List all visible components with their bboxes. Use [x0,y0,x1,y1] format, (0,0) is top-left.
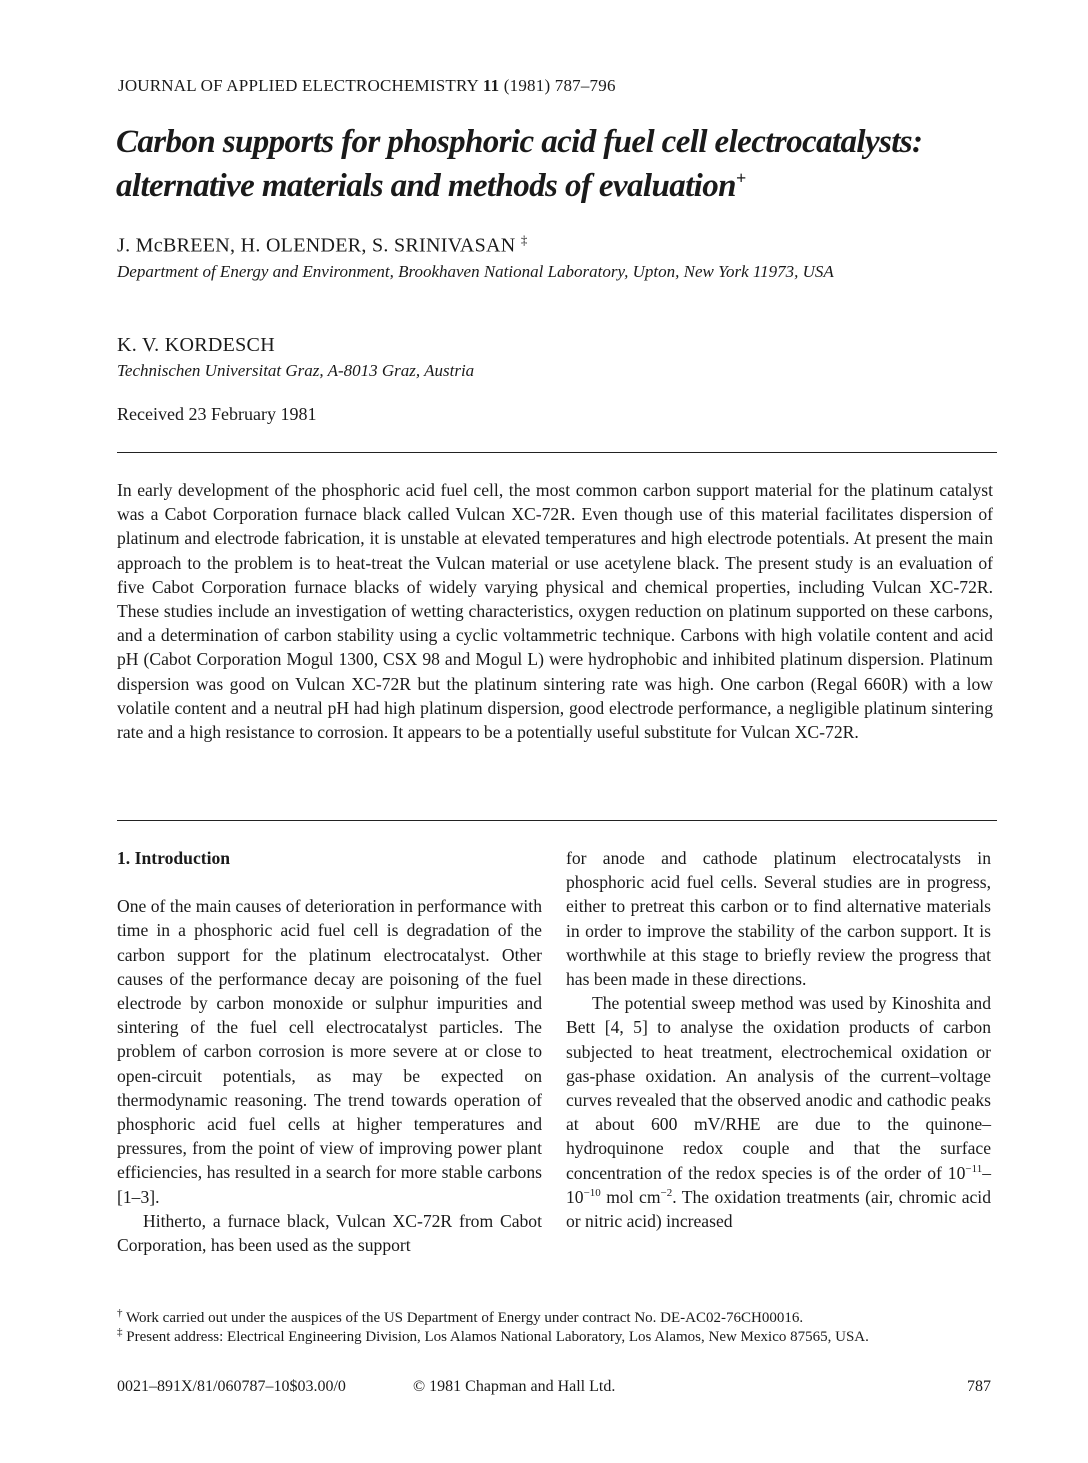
abstract: In early development of the phosphoric acid fuel cell, the most common carbon support material for the platinum catalyst was a Cabot Corporation furnace black called Vulcan XC-72R. Even though use of this material facilitates dispersion of platinum and electrode fabrication, it is unstable at elevated temperatures and high electrode potentials. At present the main approach to the problem is to heat-treat the Vulcan material or use acetylene black. The present study is an evaluation of five Cabot Corporation furnace blacks of widely varying physical and chemical properties, including Vulcan XC-72R. These studies include an investigation of wetting characteristics, oxygen reduction on platinum supported on these carbons, and a determination of carbon stability using a cyclic voltammetric technique. Carbons with high volatile content and acid pH (Cabot Corporation Mogul 1300, CSX 98 and Mogul L) were hydrophobic and inhibited platinum dispersion. Platinum dispersion was good on Vulcan XC-72R but the platinum sintering rate was high. One carbon (Regal 660R) with a low volatile content and a neutral pH had high platinum dispersion, good electrode performance, a negligible platinum sintering rate and a high resistance to corrosion. It appears to be a potentially useful substitute for Vulcan XC-72R. [117,480,993,743]
paragraph-4-text-a: The potential sweep method was used by Kinoshita and Bett [4, 5] to analyse the oxidation products of carbon subjected to heat treatment, electrochemical oxidation or gas-phase oxidation. An analysis of the current–voltage curves revealed that the observed anodic and cathodic peaks at about 600 mV/RHE are due to the quinone–hydroquinone redox couple and that the surface concentration of the redox species is of the order of 10 [566,993,991,1183]
paragraph-4-text-b: . The oxidation treatments (air, chromic acid or nitric acid) increased [566,1186,991,1232]
affiliation-1: Department of Energy and Environment, Brookhaven National Laboratory, Upton, New York 11973, USA [117,262,834,281]
footnote-1-text: Work carried out under the auspices of the US Department of Energy under contract No. DE-AC02-76CH00016. [125,1310,804,1326]
title-line-2: alternative materials and methods of evaluation [116,168,736,204]
footnote-2-mark: ‡ [117,1326,123,1338]
page-number: 787 [967,1378,991,1395]
affiliation-2: Technischen Universitat Graz, A-8013 Graz, Austria [117,361,475,380]
footnote-2 [117,1328,997,1347]
body-column-right [566,846,991,1233]
unit-text: mol cm [600,1186,661,1207]
paper-title [116,120,996,208]
divider-top [117,452,997,453]
author-group-2: K. V. KORDESCH [117,334,275,356]
journal-volume: 11 [482,76,500,95]
intro-paragraph-3: for anode and cathode platinum electrocatalysts in phosphoric acid fuel cells. Several studies are in progress, either to pretreat this carbon or to find alternative materials in order to improve the stability of the carbon support. It is worthwhile at this stage to briefly review the progress that has been made in these directions. [566,848,991,990]
footnote-2-text: Present address: Electrical Engineering Division, Los Alamos National Laboratory, Los Alamos, New Mexico 87565, USA. [126,1329,869,1345]
intro-paragraph-2: Hitherto, a furnace black, Vulcan XC-72R from Cabot Corporation, has been used as the support [117,1210,542,1256]
exponent-1: −11 [965,1162,983,1175]
received-date: Received 23 February 1981 [117,404,317,424]
footnotes [117,1309,997,1347]
section-heading: 1. Introduction [117,848,231,868]
journal-name: JOURNAL OF APPLIED ELECTROCHEMISTRY [118,76,479,95]
footnote-1 [117,1309,997,1328]
exponent-2: −10 [583,1186,601,1199]
author-footnote-mark: ‡ [520,232,528,247]
title-footnote-mark: + [735,168,746,188]
exponent-3: −2 [660,1186,673,1199]
range-dash: –10 [566,1162,991,1207]
author-names-1: J. McBREEN, H. OLENDER, S. SRINIVASAN [117,234,516,257]
footnote-1-mark: † [117,1307,123,1319]
intro-paragraph-1: One of the main causes of deterioration in performance with time in a phosphoric acid fuel cell is degradation of the carbon support for the platinum electrocatalyst. Other causes of the performance decay are poisoning of the fuel electrode by carbon monoxide or sulphur impurities and sintering of the fuel cell electrocatalyst particles. The problem of carbon corrosion is more severe at or close to open-circuit potentials, as may be expected on thermodynamic reasoning. The trend towards operation of phosphoric acid fuel cells at higher temperatures and pressures, from the point of view of improving power plant efficiencies, has resulted in a search for more stable carbons [1–3]. [117,896,542,1207]
journal-header [118,76,616,96]
title-line-1: Carbon supports for phosphoric acid fuel cell electrocatalysts: [116,124,923,160]
body-column-left [117,846,542,1257]
journal-year-pages: (1981) 787–796 [503,76,616,95]
divider-bottom [117,820,997,821]
author-group-1 [117,232,528,258]
intro-paragraph-4 [566,991,991,1233]
copyright: © 1981 Chapman and Hall Ltd. [413,1378,616,1395]
article-code: 0021–891X/81/060787–10$03.00/0 [117,1378,346,1395]
